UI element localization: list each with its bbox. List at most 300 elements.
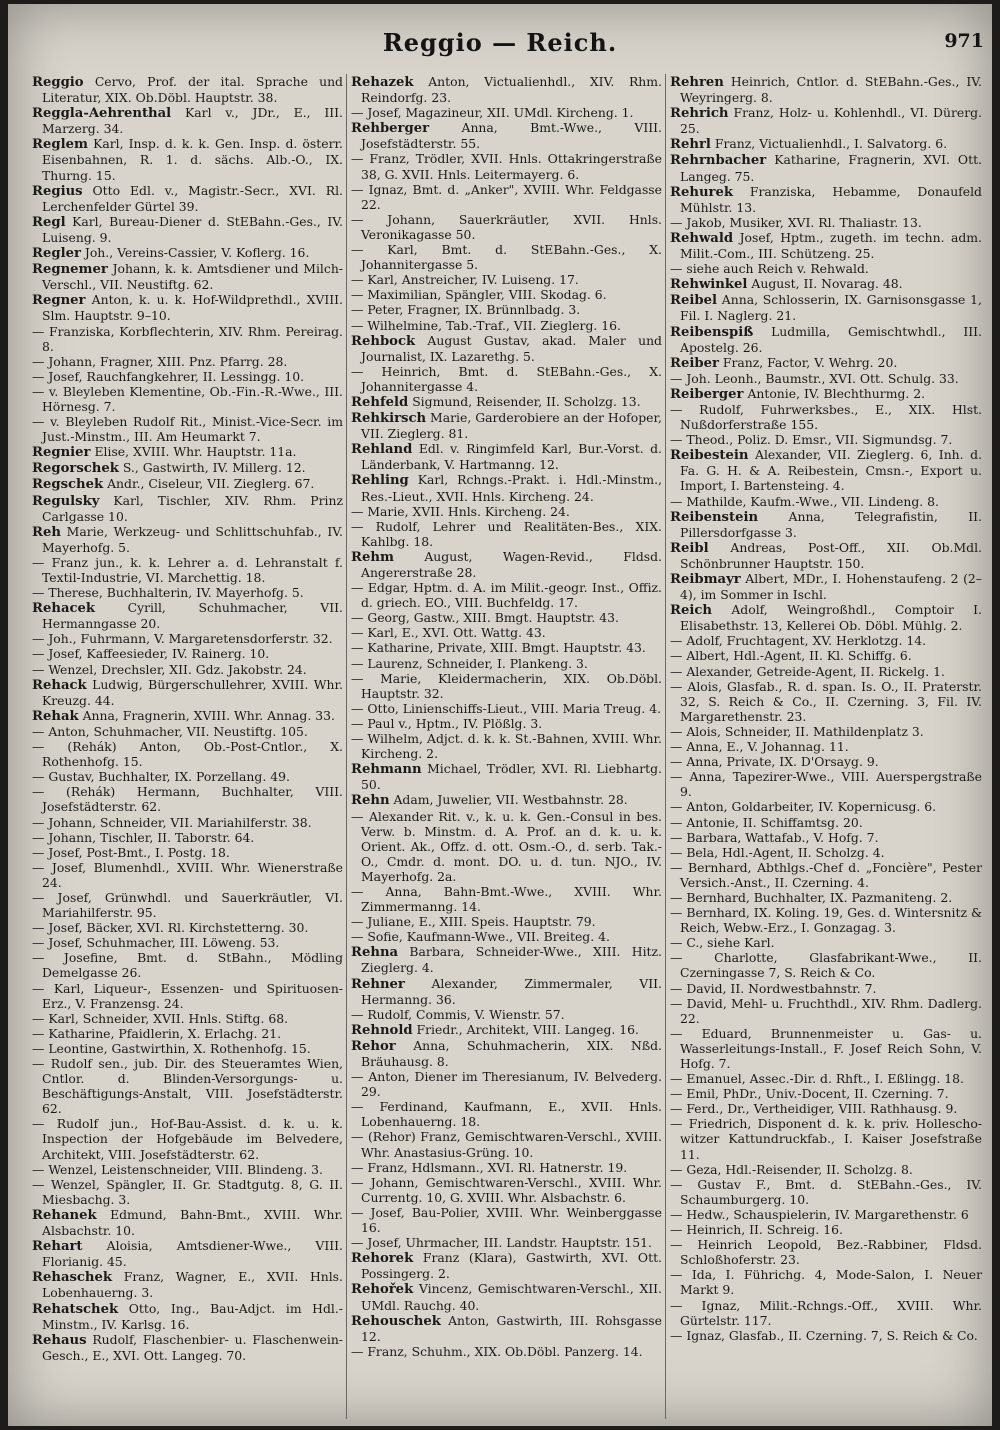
- entry-text: — Charlotte, Glasfabrikant-Wwe., II. Czerningasse 7, S. Reich & Co.: [670, 950, 982, 981]
- entry-surname: Rehacek: [32, 601, 96, 617]
- entry-text: — Heinrich, II. Schreig. 16.: [670, 1222, 843, 1238]
- entry-text: Heinrich, Cntlor. d. StEBahn.-Ges., IV. Weyringerg. 8.: [680, 74, 982, 106]
- entry-surname: Rehurek: [670, 184, 734, 200]
- entry-text: — Josef, Post-Bmt., I. Postg. 18.: [32, 844, 230, 860]
- entry-text: — David, II. Nordwestbahnstr. 7.: [670, 980, 877, 996]
- entry-text: — Maximilian, Spängler, VIII. Skodag. 6.: [351, 287, 607, 303]
- directory-entry: [351, 610, 662, 625]
- entry-text: Edmund, Bahn-Bmt., XVIII. Whr. Alsbachstr. 10.: [42, 1206, 343, 1239]
- directory-entry: [32, 646, 343, 661]
- entry-text: S., Gastwirth, IV. Millerg. 12.: [122, 460, 306, 476]
- entry-surname: Reibel: [670, 293, 717, 309]
- entry-surname: Regorschek: [32, 461, 119, 477]
- entry-text: — (Rehák) Anton, Ob.-Post-Cntlor., X. Rothenhofg. 15.: [32, 739, 343, 770]
- directory-entry: [32, 1177, 343, 1207]
- directory-entry: [670, 769, 982, 799]
- entry-surname: Rehberger: [351, 121, 430, 137]
- directory-entry: [32, 476, 343, 492]
- directory-entry: [32, 524, 343, 555]
- column-2: [351, 74, 666, 1419]
- directory-entry: [32, 890, 343, 920]
- directory-entry: [32, 815, 343, 830]
- directory-entry: [351, 731, 662, 761]
- directory-entry: [32, 384, 343, 414]
- directory-entry: [351, 580, 662, 610]
- directory-entry: [670, 950, 982, 980]
- entry-surname: Regnemer: [32, 262, 108, 278]
- entry-text: Marie, Garderobiere an der Hofoper, VII. Zieglerg. 81.: [361, 410, 662, 442]
- entry-text: — Johann, Sauerkräutler, XVII. Hnls. Veronikagasse 50.: [351, 211, 662, 242]
- directory-entry: [351, 1129, 662, 1159]
- directory-entry: [351, 809, 662, 884]
- directory-entry: [351, 1038, 662, 1069]
- directory-entry: [32, 1041, 343, 1056]
- entry-surname: Rehner: [351, 976, 405, 992]
- entry-surname: Regulsky: [32, 493, 100, 509]
- entry-text: Marie, Werkzeug- und Schlittschuhfab., IV. Mayerhofg. 5.: [42, 523, 343, 555]
- directory-entry: [670, 648, 982, 663]
- directory-entry: [351, 242, 662, 272]
- entry-text: — Johann, Fragner, XIII. Pnz. Pfarrg. 28.: [32, 353, 288, 369]
- directory-entry: [670, 799, 982, 814]
- entry-text: Otto Edl. v., Magistr.-Secr., XVI. Rl. Lerchenfelder Gürtel 39.: [42, 182, 343, 214]
- directory-entry: [32, 845, 343, 860]
- entry-text: — Wilhelm, Adjct. d. k. k. St.-Bahnen, XVIII. Whr. Kircheng. 2.: [351, 731, 662, 762]
- entry-text: — Ferdinand, Kaufmann, E., XVII. Hnls. Lobenhauerng. 18.: [351, 1099, 662, 1130]
- directory-entry: [670, 105, 982, 136]
- directory-entry: [351, 1099, 662, 1129]
- directory-entry: [351, 120, 662, 151]
- entry-text: Franziska, Hebamme, Donaufeld Mühlstr. 13.: [680, 183, 982, 215]
- directory-entry: [32, 105, 343, 136]
- entry-surname: Reiberger: [670, 386, 744, 402]
- directory-entry: [32, 769, 343, 784]
- directory-entry: [351, 671, 662, 701]
- entry-text: — Wenzel, Drechsler, XII. Gdz. Jakobstr. 24.: [32, 661, 307, 677]
- directory-entry: [351, 884, 662, 914]
- entry-surname: Regnier: [32, 445, 91, 461]
- entry-text: Josef, Hptm., zugeth. im techn. adm. Milit.-Com., III. Schützeng. 25.: [680, 229, 982, 262]
- directory-entry: [32, 245, 343, 261]
- entry-text: Aloisia, Amtsdiener-Wwe., VIII. Florianig. 45.: [42, 1238, 343, 1270]
- directory-entry: [32, 1269, 343, 1300]
- entry-surname: Reibestein: [670, 448, 749, 464]
- entry-text: — Alois, Glasfab., R. d. span. Is. O., II. Praterstr. 32, S. Reich & Co., II. Czerning. 3, Fil. IV. Margarethenstr. 23.: [670, 678, 982, 724]
- directory-entry: [670, 905, 982, 935]
- entry-text: Otto, Ing., Bau-Adjct. im Hdl.-Minstm., IV. Karlsg. 16.: [42, 1300, 343, 1332]
- directory-entry: [351, 1313, 662, 1344]
- entry-text: Antonie, IV. Blechthurmg. 2.: [747, 385, 926, 401]
- directory-entry: [351, 74, 662, 105]
- entry-surname: Rehazek: [351, 75, 414, 90]
- directory-entry: [351, 1235, 662, 1250]
- entry-text: — Wenzel, Spängler, II. Gr. Stadtgutg. 8, G. II. Miesbachg. 3.: [32, 1176, 343, 1207]
- entry-text: — Ferd., Dr., Vertheidiger, VIII. Rathhausg. 9.: [670, 1101, 958, 1117]
- entry-text: — Josef, Bau-Polier, XVIII. Whr. Weinberggasse 16.: [351, 1204, 662, 1236]
- directory-entry: [670, 1162, 982, 1177]
- entry-text: — Josef, Grünwhdl. und Sauerkräutler, VI. Mariahilferstr. 95.: [32, 889, 343, 921]
- directory-entry: [670, 1116, 982, 1161]
- directory-entry: [32, 1207, 343, 1238]
- entry-text: Vincenz, Gemischtwaren-Verschl., XII. UMdl. Rauchg. 40.: [361, 1281, 662, 1313]
- directory-entry: [32, 183, 343, 214]
- entry-text: — Josef, Magazineur, XII. UMdl. Kircheng. 1.: [351, 105, 634, 121]
- entry-surname: Rehn: [351, 793, 390, 809]
- entry-surname: Rehland: [351, 442, 413, 458]
- directory-entry: [670, 355, 982, 371]
- entry-text: — Ida, I. Führichg. 4, Mode-Salon, I. Neuer Markt 9.: [670, 1267, 982, 1298]
- directory-entry: [32, 662, 343, 677]
- entry-text: — Karl, Liqueur-, Essenzen- und Spirituosen-Erz., V. Franzensg. 24.: [32, 980, 343, 1011]
- directory-entry: [351, 656, 662, 671]
- entry-surname: Rehak: [32, 708, 79, 724]
- directory-entry: [670, 184, 982, 215]
- entry-text: — Rudolf, Lehrer und Realitäten-Bes., XIX. Kahlbg. 18.: [351, 518, 662, 549]
- entry-surname: Reiber: [670, 355, 719, 371]
- entry-surname: Reggio: [32, 75, 84, 90]
- directory-entry: [32, 920, 343, 935]
- directory-entry: [32, 555, 343, 585]
- entry-text: — Barbara, Wattafab., V. Hofg. 7.: [670, 829, 879, 845]
- entry-text: — Wenzel, Leistenschneider, VIII. Blindeng. 3.: [32, 1161, 323, 1177]
- entry-surname: Regschek: [32, 477, 104, 493]
- entry-surname: Rehouschek: [351, 1313, 441, 1329]
- entry-surname: Rehren: [670, 75, 724, 90]
- entry-text: — Johann, Gemischtwaren-Verschl., XVIII. Whr. Currentg. 10, G. XVIII. Whr. Alsbachstr. 6.: [351, 1174, 662, 1205]
- directory-entry: [32, 631, 343, 646]
- directory-entry: [32, 600, 343, 631]
- directory-entry: [32, 324, 343, 354]
- entry-surname: Rehrl: [670, 137, 711, 153]
- page-number: 971: [944, 30, 984, 52]
- entry-text: — Alexander Rit. v., k. u. k. Gen.-Consul in bes. Verw. b. Minstm. d. A. Prof. an d. k. u. k. Orient. Ak., Offz. d. ott. Osm.-O., d. serb. Tak.-O., Cmdr. d. mont. DO. u. d. tun. NJO., IV. Mayerhofg. 2a.: [351, 808, 662, 884]
- entry-text: Andreas, Post-Off., XII. Ob.Mdl. Schönbrunner Hauptstr. 150.: [680, 539, 982, 571]
- directory-entry: [670, 1298, 982, 1328]
- entry-surname: Reibmayr: [670, 572, 741, 587]
- entry-text: — Franz, Schuhm., XIX. Ob.Döbl. Panzerg. 14.: [351, 1343, 643, 1359]
- directory-entry: [351, 944, 662, 975]
- directory-entry: [32, 1332, 343, 1363]
- entry-text: — Anna, Bahn-Bmt.-Wwe., XVIII. Whr. Zimmermanng. 14.: [351, 883, 662, 915]
- entry-surname: Regius: [32, 183, 83, 199]
- directory-entry: [32, 935, 343, 950]
- entry-text: Joh., Vereins-Cassier, V. Koflerg. 16.: [84, 245, 310, 261]
- directory-entry: [670, 1086, 982, 1101]
- directory-entry: [670, 1267, 982, 1297]
- entry-text: — Ignaz, Bmt. d. „Anker", XVIII. Whr. Feldgasse 22.: [351, 181, 662, 212]
- entry-text: — Eduard, Brunnenmeister u. Gas- u. Wasserleitungs-Install., F. Josef Reich Sohn, V. Hofg. 7.: [670, 1025, 982, 1071]
- entry-text: — Karl, Bmt. d. StEBahn.-Ges., X. Johannitergasse 5.: [351, 242, 662, 273]
- entry-text: Anton, k. u. k. Hof-Wildprethdl., XVIII. Slm. Hauptstr. 9–10.: [42, 292, 343, 324]
- entry-text: — Otto, Linienschiffs-Lieut., VIII. Maria Treug. 4.: [351, 700, 662, 716]
- entry-surname: Rehmann: [351, 762, 422, 778]
- entry-text: Cyrill, Schuhmacher, VII. Hermanngasse 20.: [42, 600, 343, 632]
- entry-text: — Joh. Leonh., Baumstr., XVI. Ott. Schulg. 33.: [670, 370, 959, 386]
- directory-entry: [670, 1101, 982, 1116]
- entry-surname: Rehor: [351, 1038, 396, 1054]
- entry-text: Anna, Bmt.-Wwe., VIII. Josefstädterstr. 55.: [361, 120, 662, 152]
- entry-text: — Marie, Kleidermacherin, XIX. Ob.Döbl. Hauptstr. 32.: [351, 670, 662, 701]
- entry-text: Ludwig, Bürgerschullehrer, XVIII. Whr. Kreuzg. 44.: [42, 676, 343, 708]
- directory-entry: [351, 410, 662, 441]
- directory-entry: [670, 136, 982, 152]
- entry-text: August Gustav, akad. Maler und Journalist, IX. Lazarethg. 5.: [361, 332, 662, 364]
- directory-entry: [670, 432, 982, 447]
- directory-entry: [670, 1328, 982, 1343]
- entry-text: — Emil, PhDr., Univ.-Docent, II. Czerning. 7.: [670, 1086, 949, 1102]
- directory-entry: [351, 364, 662, 394]
- directory-entry: [670, 261, 982, 276]
- entry-text: Adolf, Weingroßhdl., Comptoir I. Elisabethstr. 13, Kellerei Ob. Döbl. Mühlg. 2.: [680, 602, 982, 634]
- directory-entry: [670, 633, 982, 648]
- directory-entry: [32, 292, 343, 323]
- directory-entry: [670, 402, 982, 432]
- directory-entry: [670, 276, 982, 292]
- entry-surname: Rehaschek: [32, 1270, 113, 1286]
- entry-surname: Rehanek: [32, 1207, 97, 1223]
- directory-entry: [670, 371, 982, 386]
- directory-entry: [351, 287, 662, 302]
- entry-text: — Geza, Hdl.-Reisender, II. Scholzg. 8.: [670, 1161, 913, 1177]
- entry-surname: Reich: [670, 603, 712, 619]
- entry-text: — Therese, Buchhalterin, IV. Mayerhofg. 5.: [32, 585, 304, 601]
- directory-entry: [351, 625, 662, 640]
- directory-entry: [351, 1250, 662, 1281]
- directory-entry: [351, 151, 662, 181]
- entry-text: — Anna, Tapezirer-Wwe., VIII. Auerspergstraße 9.: [670, 769, 982, 800]
- entry-text: Friedr., Architekt, VIII. Langeg. 16.: [416, 1021, 639, 1037]
- directory-entry: [32, 493, 343, 524]
- entry-text: August, II. Novarag. 48.: [751, 276, 903, 292]
- entry-text: Anna, Schlosserin, IX. Garnisonsgasse 1, Fil. I. Naglerg. 21.: [680, 292, 982, 324]
- directory-entry: [351, 1281, 662, 1312]
- directory-entry: [32, 950, 343, 980]
- directory-entry: [351, 929, 662, 944]
- directory-entry: [670, 1071, 982, 1086]
- entry-text: — Hedw., Schauspielerin, IV. Margarethenstr. 6: [670, 1206, 969, 1222]
- entry-text: — v. Bleyleben Klementine, Ob.-Fin.-R.-Wwe., III. Hörnesg. 7.: [32, 383, 343, 414]
- directory-entry: [351, 1160, 662, 1175]
- entry-surname: Rehatschek: [32, 1301, 119, 1317]
- directory-entry: [32, 1162, 343, 1177]
- entry-text: Ludmilla, Gemischtwhdl., III. Apostelg. 26.: [680, 323, 982, 355]
- entry-text: Edl. v. Ringimfeld Karl, Bur.-Vorst. d. Länderbank, V. Hartmanng. 12.: [361, 441, 662, 473]
- entry-surname: Rehrich: [670, 106, 729, 122]
- column-1: [32, 74, 347, 1419]
- entry-text: Barbara, Schneider-Wwe., XIII. Hitz. Zieglerg. 4.: [361, 944, 662, 976]
- directory-entry: [32, 1238, 343, 1269]
- entry-surname: Rehwinkel: [670, 277, 748, 293]
- directory-entry: [670, 571, 982, 602]
- directory-entry: [670, 1207, 982, 1222]
- entry-text: Franz, Holz- u. Kohlenhdl., VI. Dürerg. 25.: [680, 105, 982, 137]
- directory-entry: [670, 996, 982, 1026]
- entry-text: — Anton, Diener im Theresianum, IV. Belvederg. 29.: [351, 1069, 662, 1100]
- entry-text: Alexander, Zimmermaler, VII. Hermanng. 36.: [361, 975, 662, 1007]
- entry-text: — Josef, Schuhmacher, III. Löweng. 53.: [32, 935, 280, 951]
- entry-text: Alexander, VII. Zieglerg. 6, Inh. d. Fa. G. H. & A. Reibestein, Cmsn.-, Export u. Import, I. Bartensteing. 4.: [680, 447, 982, 494]
- entry-surname: Regl: [32, 214, 66, 230]
- directory-entry: [32, 444, 343, 460]
- entry-text: Karl, Rchngs.-Prakt. i. Hdl.-Minstm., Res.-Lieut., XVII. Hnls. Kircheng. 24.: [361, 472, 662, 504]
- entry-text: Johann, k. k. Amtsdiener und Milch-Verschl., VII. Neustiftg. 62.: [42, 261, 343, 293]
- entry-text: Elise, XVIII. Whr. Hauptstr. 11a.: [94, 444, 297, 460]
- directory-entry: [351, 472, 662, 503]
- entry-surname: Rehm: [351, 549, 394, 565]
- directory-entry: [351, 212, 662, 242]
- entry-surname: Rehwald: [670, 230, 734, 246]
- directory-entry: [351, 701, 662, 716]
- entry-surname: Rehfeld: [351, 394, 409, 410]
- directory-entry: [351, 519, 662, 549]
- entry-text: — Wilhelmine, Tab.-Traf., VII. Zieglerg. 16.: [351, 317, 621, 333]
- entry-surname: Rehack: [32, 677, 87, 693]
- entry-text: — Alois, Schneider, II. Mathildenplatz 3.: [670, 723, 924, 739]
- directory-entry: [351, 1022, 662, 1038]
- entry-text: — Josef, Bäcker, XVI. Rl. Kirchstetterng. 30.: [32, 920, 309, 936]
- entry-text: — Anna, Private, IX. D'Orsayg. 9.: [670, 754, 879, 770]
- entry-surname: Rehbock: [351, 333, 416, 349]
- entry-text: — Ignaz, Milit.-Rchngs.-Off., XVIII. Whr. Gürtelstr. 117.: [670, 1297, 982, 1328]
- entry-surname: Reibenspiß: [670, 324, 754, 340]
- directory-entry: [670, 815, 982, 830]
- directory-entry: [351, 761, 662, 792]
- entry-text: — Johann, Schneider, VII. Mariahilferstr. 38.: [32, 814, 312, 830]
- entry-surname: Rehorek: [351, 1251, 414, 1267]
- directory-entry: [670, 152, 982, 183]
- entry-text: — (Rehák) Hermann, Buchhalter, VIII. Josefstädterstr. 62.: [32, 784, 343, 815]
- page-header: [8, 28, 992, 68]
- directory-entry: [670, 830, 982, 845]
- directory-entry: [32, 1026, 343, 1041]
- entry-text: Karl, Insp. d. k. k. Gen. Insp. d. österr. Eisenbahnen, R. 1. d. sächs. Alb.-O., IX. Thurng. 15.: [42, 136, 343, 183]
- directory-entry: [670, 74, 982, 105]
- directory-entry: [670, 447, 982, 493]
- entry-text: — Marie, XVII. Hnls. Kircheng. 24.: [351, 503, 570, 519]
- entry-text: — Alexander, Getreide-Agent, II. Rickelg. 1.: [670, 663, 945, 679]
- directory-entry: [32, 136, 343, 182]
- entry-text: — Josefine, Bmt. d. StBahn., Mödling Demelgasse 26.: [32, 950, 343, 981]
- entry-text: — Josef, Uhrmacher, III. Landstr. Hauptstr. 151.: [351, 1235, 652, 1251]
- directory-entry: [670, 860, 982, 890]
- directory-entry: [32, 214, 343, 245]
- entry-text: Franz, Wagner, E., XVII. Hnls. Lobenhauerng. 3.: [42, 1269, 343, 1301]
- entry-text: — Rudolf, Fuhrwerksbes., E., XIX. Hlst. Nußdorferstraße 155.: [670, 401, 982, 433]
- directory-entry: [670, 540, 982, 571]
- entry-text: Adam, Juwelier, VII. Westbahnstr. 28.: [393, 792, 628, 808]
- entry-text: — Anton, Schuhmacher, VII. Neustiftg. 105.: [32, 723, 308, 739]
- entry-text: Anton, Victualienhdl., XIV. Rhm. Reindorfg. 23.: [361, 74, 662, 106]
- entry-text: — Anna, E., V. Johannag. 11.: [670, 739, 849, 755]
- entry-text: — Georg, Gastw., XIII. Bmgt. Hauptstr. 43.: [351, 610, 619, 626]
- directory-entry: [351, 716, 662, 731]
- entry-text: Michael, Trödler, XVI. Rl. Liebhartg. 50.: [361, 761, 662, 793]
- directory-entry: [32, 677, 343, 708]
- directory-entry: [32, 981, 343, 1011]
- entry-text: Franz, Victualienhdl., I. Salvatorg. 6.: [714, 136, 948, 152]
- entry-text: — Theod., Poliz. D. Emsr., VII. Sigmundsg. 7.: [670, 432, 953, 448]
- running-head: Reggio — Reich.: [382, 28, 618, 57]
- directory-entry: [351, 182, 662, 212]
- entry-text: — C., siehe Karl.: [670, 935, 775, 951]
- entry-text: — Adolf, Fruchtagent, XV. Herklotzg. 14.: [670, 633, 927, 649]
- entry-text: August, Wagen-Revid., Fldsd. Angererstraße 28.: [361, 548, 662, 580]
- entry-text: — Franz, Hdlsmann., XVI. Rl. Hatnerstr. 19.: [351, 1159, 628, 1175]
- directory-entry: [351, 792, 662, 808]
- directory-entry: [351, 1069, 662, 1099]
- directory-entry: [351, 272, 662, 287]
- entry-surname: Reibl: [670, 540, 709, 556]
- entry-text: Karl, Bureau-Diener d. StEBahn.-Ges., IV. Luiseng. 9.: [42, 213, 343, 245]
- directory-entry: [351, 318, 662, 333]
- directory-entry: [670, 1177, 982, 1207]
- entry-text: — Franz, Trödler, XVII. Hnls. Ottakringerstraße 38, G. XVII. Hnls. Leitermayerg. 6.: [351, 151, 662, 182]
- directory-entry: [351, 441, 662, 472]
- directory-entry: [670, 739, 982, 754]
- directory-entry: [32, 1301, 343, 1332]
- directory-entry: [351, 914, 662, 929]
- directory-entry: [32, 830, 343, 845]
- entry-text: Rudolf, Flaschenbier- u. Flaschenwein-Gesch., E., XVI. Ott. Langeg. 70.: [42, 1331, 343, 1363]
- directory-entry: [670, 230, 982, 261]
- entry-text: — Bela, Hdl.-Agent, II. Scholzg. 4.: [670, 844, 885, 860]
- entry-surname: Reh: [32, 524, 61, 540]
- entry-surname: Rehling: [351, 473, 409, 489]
- entry-surname: Reggla-Aehrenthal: [32, 106, 172, 122]
- entry-surname: Rehna: [351, 945, 399, 961]
- directory-entry: [32, 1116, 343, 1161]
- directory-entry: [351, 549, 662, 580]
- directory-entry: [32, 860, 343, 890]
- entry-text: Anton, Gastwirth, III. Rohsgasse 12.: [361, 1312, 662, 1344]
- entry-text: Sigmund, Reisender, II. Scholzg. 13.: [412, 393, 641, 409]
- entry-text: Anna, Telegrafistin, II. Pillersdorfgasse 3.: [680, 508, 982, 540]
- directory-entry: [351, 394, 662, 410]
- entry-text: — Juliane, E., XIII. Speis. Hauptstr. 79.: [351, 914, 596, 930]
- directory-entry: [670, 845, 982, 860]
- directory-entry: [32, 1011, 343, 1026]
- entry-text: — Rudolf sen., jub. Dir. des Steueramtes Wien, Cntlor. d. Blinden-Versorgungs- u. Beschäftigungs-Anstalt, VIII. Josefstädterstr. 62.: [32, 1056, 343, 1117]
- entry-text: Andr., Ciseleur, VII. Zieglerg. 67.: [107, 476, 315, 492]
- directory-entry: [670, 292, 982, 323]
- entry-text: — Bernhard, IX. Koling. 19, Ges. d. Wintersnitz & Reich, Webw.-Erz., I. Gonzagag. 3.: [670, 905, 982, 936]
- entry-text: — Johann, Tischler, II. Taborstr. 64.: [32, 829, 255, 845]
- directory-entry: [670, 664, 982, 679]
- entry-surname: Rehkirsch: [351, 411, 427, 427]
- directory-entry: [351, 976, 662, 1007]
- entry-text: — v. Bleyleben Rudolf Rit., Minist.-Vice-Secr. im Just.-Minstm., III. Am Heumarkt 7.: [32, 414, 343, 445]
- entry-text: — Antonie, II. Schiffamtsg. 20.: [670, 814, 863, 830]
- entry-text: Katharine, Fragnerin, XVI. Ott. Langeg. 75.: [680, 152, 982, 184]
- entry-text: — Heinrich Leopold, Bez.-Rabbiner, Fldsd. Schloßhoferstr. 23.: [670, 1237, 982, 1268]
- directory-entry: [32, 784, 343, 814]
- entry-text: — Emanuel, Assec.-Dir. d. Rhft., I. Eßlingg. 18.: [670, 1071, 964, 1087]
- entry-text: — Paul v., Hptm., IV. Plößlg. 3.: [351, 715, 543, 731]
- directory-entry: [670, 386, 982, 402]
- entry-text: — David, Mehl- u. Fruchthdl., XIV. Rhm. Dadlerg. 22.: [670, 995, 982, 1026]
- entry-text: — Rudolf, Commis, V. Wienstr. 57.: [351, 1006, 565, 1022]
- directory-entry: [670, 324, 982, 355]
- directory-entry: [32, 708, 343, 724]
- directory-entry: [670, 935, 982, 950]
- entry-text: Cervo, Prof. der ital. Sprache und Literatur, XIX. Ob.Döbl. Hauptstr. 38.: [42, 74, 343, 106]
- entry-text: — Katharine, Pfaidlerin, X. Erlachg. 21.: [32, 1025, 282, 1041]
- directory-entry: [670, 981, 982, 996]
- directory-entry: [670, 1026, 982, 1071]
- entry-surname: Rehořek: [351, 1282, 414, 1298]
- directory-entry: [351, 1205, 662, 1235]
- entry-surname: Reibenstein: [670, 509, 759, 525]
